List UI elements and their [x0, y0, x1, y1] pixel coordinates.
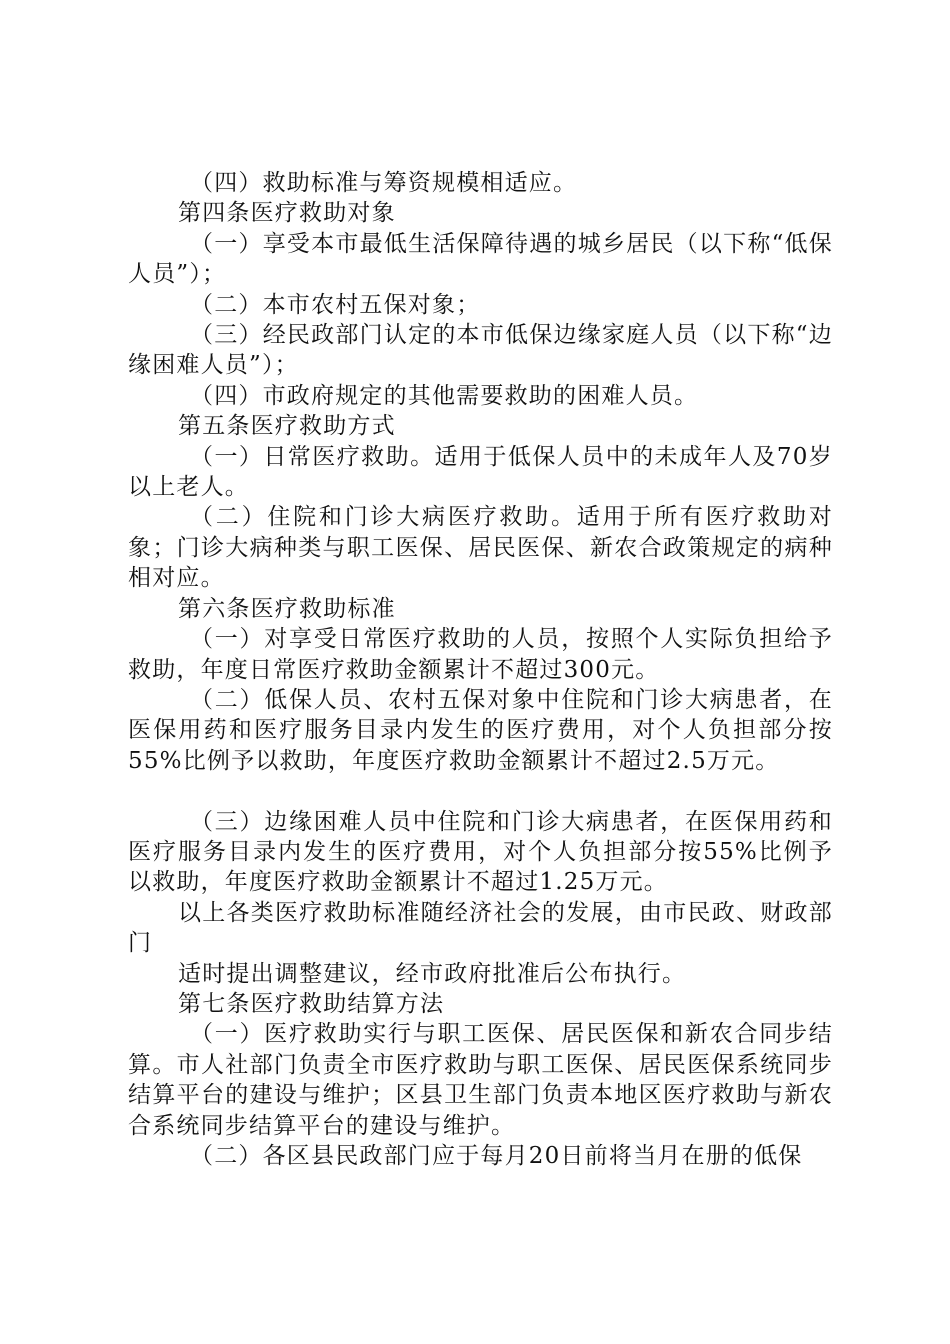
paragraph-principle-4: （四）救助标准与筹资规模相适应。	[190, 170, 578, 196]
document-body	[128, 168, 833, 1171]
paragraph-spacer	[128, 776, 833, 806]
heading-article-4: 第四条医疗救助对象	[178, 200, 396, 227]
paragraph-method-1: （一）日常医疗救助。适用于低保人员中的未成年人及70岁以上老人。	[128, 443, 833, 501]
paragraph-adjustment: 以上各类医疗救助标准随经济社会的发展，由市民政、财政部门	[128, 899, 833, 957]
paragraph-standard-2: （二）低保人员、农村五保对象中住院和门诊大病患者，在医保用药和医疗服务目录内发生的医疗费用，对个人负担部分按55%比例予以救助，年度医疗救助金额累计不超过2.5万元。	[128, 686, 833, 774]
paragraph-adjustment-continued: 适时提出调整建议，经市政府批准后公布执行。	[178, 960, 687, 987]
paragraph-target-3: （三）经民政部门认定的本市低保边缘家庭人员（以下称“边缘困难人员”）；	[128, 322, 833, 379]
heading-article-7: 第七条医疗救助结算方法	[178, 990, 445, 1017]
paragraph-standard-1: （一）对享受日常医疗救助的人员，按照个人实际负担给予救助，年度日常医疗救助金额累计不超过300元。	[128, 626, 833, 683]
paragraph-settlement-2: （二）各区县民政部门应于每月20日前将当月在册的低保	[190, 1142, 803, 1169]
paragraph-standard-3: （三）边缘困难人员中住院和门诊大病患者，在医保用药和医疗服务目录内发生的医疗费用，对个人负担部分按55%比例予以救助，年度医疗救助金额累计不超过1.25万元。	[128, 808, 833, 896]
heading-article-6: 第六条医疗救助标准	[178, 595, 396, 622]
paragraph-method-2: （二）住院和门诊大病医疗救助。适用于所有医疗救助对象；门诊大病种类与职工医保、居民医保、新农合政策规定的病种相对应。	[128, 504, 833, 592]
paragraph-target-4: （四）市政府规定的其他需要救助的困难人员。	[190, 382, 699, 409]
paragraph-target-1: （一）享受本市最低生活保障待遇的城乡居民（以下称“低保人员”）；	[128, 230, 833, 288]
paragraph-target-2: （二）本市农村五保对象；	[190, 291, 481, 318]
heading-article-5: 第五条医疗救助方式	[178, 413, 396, 440]
paragraph-settlement-1: （一）医疗救助实行与职工医保、居民医保和新农合同步结算。市人社部门负责全市医疗救助与职工医保、居民医保系统同步结算平台的建设与维护；区县卫生部门负责本地区医疗救助与新农合系统同步结算平台的建设与维护。	[128, 1021, 833, 1139]
